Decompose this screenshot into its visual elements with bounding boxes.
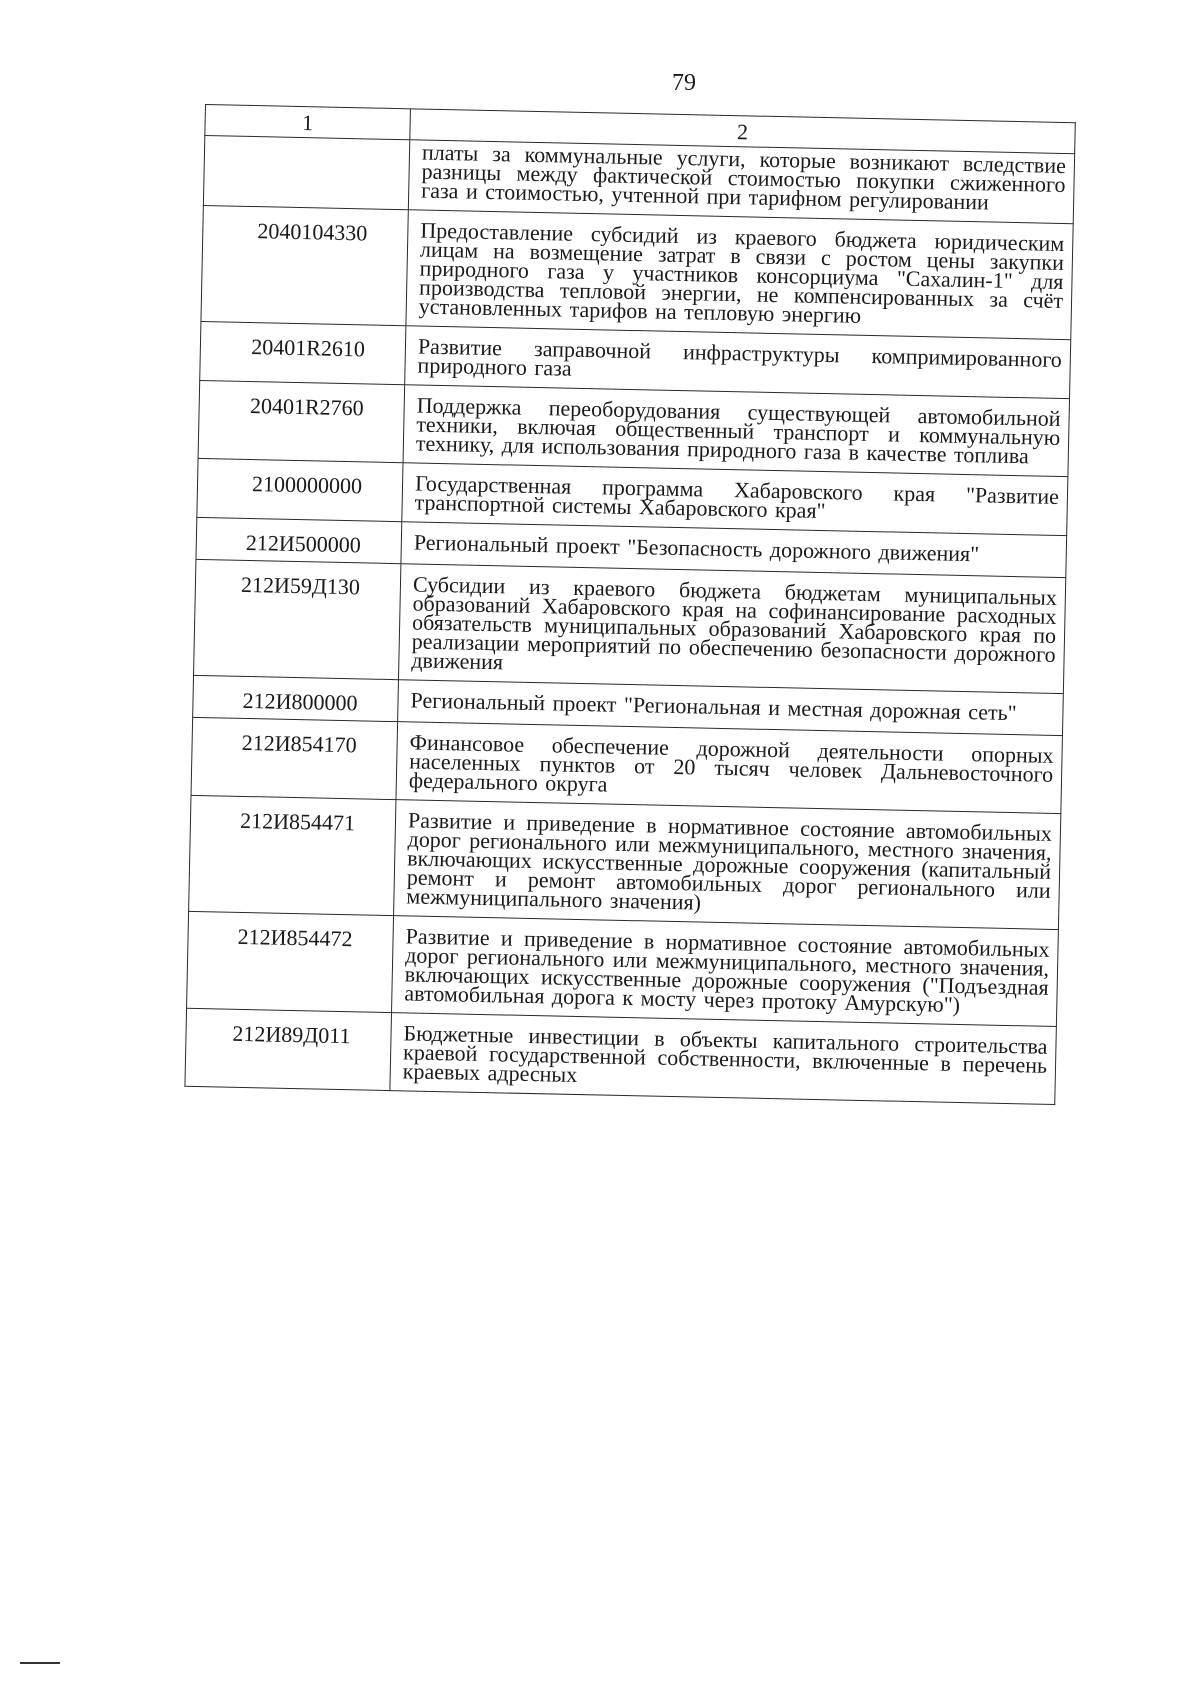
row-description: Региональный проект "Безопасность дорожного движения"	[401, 522, 1067, 578]
row-code: 20401R2610	[200, 321, 406, 384]
row-description: Субсидии из краевого бюджета бюджетам муниципальных образований Хабаровского края на софинансирование расходных обязательств муниципальных образований Хабаровского края по реализации мероприятий по обеспечению безопасности дорожного движения	[398, 564, 1065, 694]
row-code: 212И854170	[191, 717, 398, 799]
row-description: Финансовое обеспечение дорожной деятельности опорных населенных пунктов от 20 тысяч человек Дальневосточного федерального округа	[396, 722, 1062, 814]
row-code: 212И89Д011	[185, 1008, 392, 1090]
table-row	[201, 205, 1073, 339]
column-header-description: 2	[410, 109, 1076, 154]
row-code: 20401R2760	[198, 380, 405, 462]
row-code: 2100000000	[197, 458, 403, 521]
row-code: 212И854472	[187, 911, 394, 1012]
row-code: 212И59Д130	[194, 559, 401, 679]
row-code	[203, 136, 409, 210]
page-number: 79	[672, 70, 696, 96]
row-code: 2040104330	[201, 205, 408, 325]
budget-classification-table	[184, 104, 1075, 1105]
row-description: Развитие и приведение в нормативное состояние автомобильных дорог регионального или межмуниципального, местного значения, включающих искусственные дорожные сооружения (капитальный ремонт и ремонт автомобильных дорог регионального или межмуниципального значения)	[394, 800, 1061, 930]
row-description: Региональный проект "Региональная и местная дорожная сеть"	[398, 680, 1064, 736]
scan-mark	[20, 1662, 60, 1664]
table-row	[189, 795, 1061, 929]
row-description: Развитие и приведение в нормативное состояние автомобильных дорог регионального или межмуниципального, местного значения, включающих искусственные дорожные сооружения ("Подъездная автомобильная дорога к мосту через протоку Амурскую")	[392, 916, 1059, 1027]
row-description: Бюджетные инвестиции в объекты капитального строительства краевой государственной собственности, включенные в перечень краевых адресных	[390, 1013, 1056, 1105]
column-header-code: 1	[205, 105, 411, 140]
row-description: платы за коммунальные услуги, которые возникают вследствие разницы между фактической стоимостью покупки сжиженного газа и стоимостью, учтенной при тарифном регулировании	[408, 140, 1074, 224]
row-code: 212И500000	[196, 517, 402, 563]
row-description: Поддержка переоборудования существующей автомобильной техники, включая общественный транспорт и коммунальную технику, для использования природного газа в качестве топлива	[403, 385, 1069, 477]
document-table-container	[184, 104, 1074, 1105]
table-row	[194, 559, 1066, 693]
row-description: Развитие заправочной инфраструктуры компримированного природного газа	[405, 326, 1071, 399]
row-code: 212И800000	[193, 675, 399, 721]
row-description: Государственная программа Хабаровского края "Развитие транспортной системы Хабаровского края"	[402, 463, 1068, 536]
row-code: 212И854471	[189, 795, 396, 915]
table-row	[187, 911, 1059, 1026]
row-description: Предоставление субсидий из краевого бюджета юридическим лицам на возмещение затрат в связи с ростом цены закупки природного газа у участников консорциума "Сахалин-1" для производства тепловой энергии, не компенсированных за счёт установленных тарифов на тепловую энергию	[406, 210, 1073, 340]
